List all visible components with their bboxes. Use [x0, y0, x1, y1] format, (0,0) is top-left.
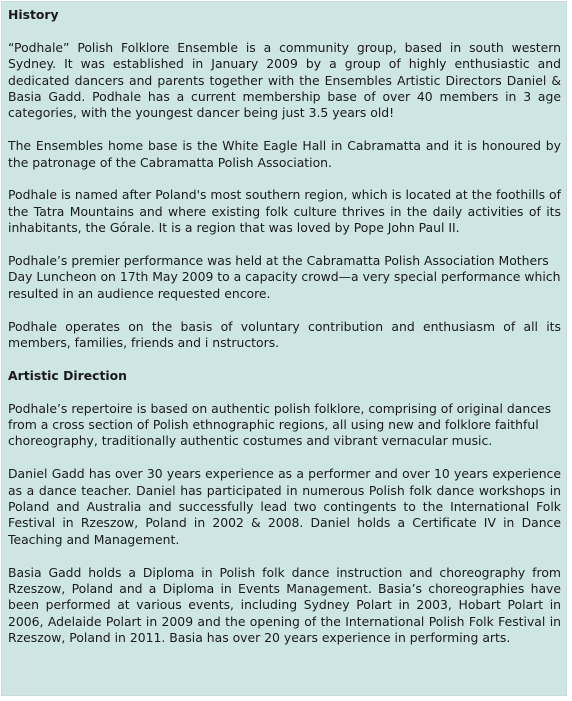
artistic-paragraph-1: Podhale’s repertoire is based on authentic polish folklore, comprising of original dances from a cross section of Polish ethnographic regions, all using new and folklore faithful choreography, traditionally authentic costumes and vibrant vernacular music. — [8, 400, 552, 449]
artistic-paragraph-3: Basia Gadd holds a Diploma in Polish folk dance instruction and choreography from Rzeszow, Poland and a Diploma in Events Management. Basia’s choreographies have been performed at various events, including Sydney Polart in 2003, Hobart Polart in 2006, Adelaide Polart in 2009 and the opening of the International Polish Folk Festival in Rzeszow, Poland in 2011. Basia has over 20 years experience in performing arts. — [8, 564, 561, 646]
history-paragraph-2: The Ensembles home base is the White Eagle Hall in Cabramatta and it is honoured by the patronage of the Cabramatta Polish Association. — [8, 138, 561, 170]
content-panel — [1, 1, 567, 696]
history-paragraph-5: Podhale operates on the basis of voluntary contribution and enthusiasm of all its members, families, friends and i nstructors. — [8, 318, 561, 351]
history-paragraph-4: Podhale’s premier performance was held at the Cabramatta Polish Association Mothers Day Luncheon on 17th May 2009 to a capacity crowd—a very special performance which resulted in an audience requested encore. — [8, 253, 561, 301]
section-heading-artistic-direction: Artistic Direction — [8, 367, 127, 383]
history-paragraph-3: Podhale is named after Poland's most southern region, which is located at the foothills of the Tatra Mountains and where existing folk culture thrives in the daily activities of its inhabitants, the Górale. It is a region that was loved by Pope John Paul II. — [8, 187, 561, 236]
section-heading-history: History — [8, 7, 59, 22]
artistic-paragraph-2: Daniel Gadd has over 30 years experience as a performer and over 10 years experience as a dance teacher. Daniel has participated in numerous Polish folk dance workshops in Poland and Australia and successfully lead two contingents to the International Folk Festival in Rzeszow, Poland in 2002 & 2008. Daniel holds a Certificate IV in Dance Teaching and Management. — [8, 466, 561, 547]
history-paragraph-1: “Podhale” Polish Folklore Ensemble is a community group, based in south western Sydney. It was established in January 2009 by a group of highly enthusiastic and dedicated dancers and parents together with the Ensembles Artistic Directors Daniel & Basia Gadd. Podhale has a current membership base of over 40 members in 3 age categories, with the youngest dancer being just 3.5 years old! — [8, 39, 561, 121]
